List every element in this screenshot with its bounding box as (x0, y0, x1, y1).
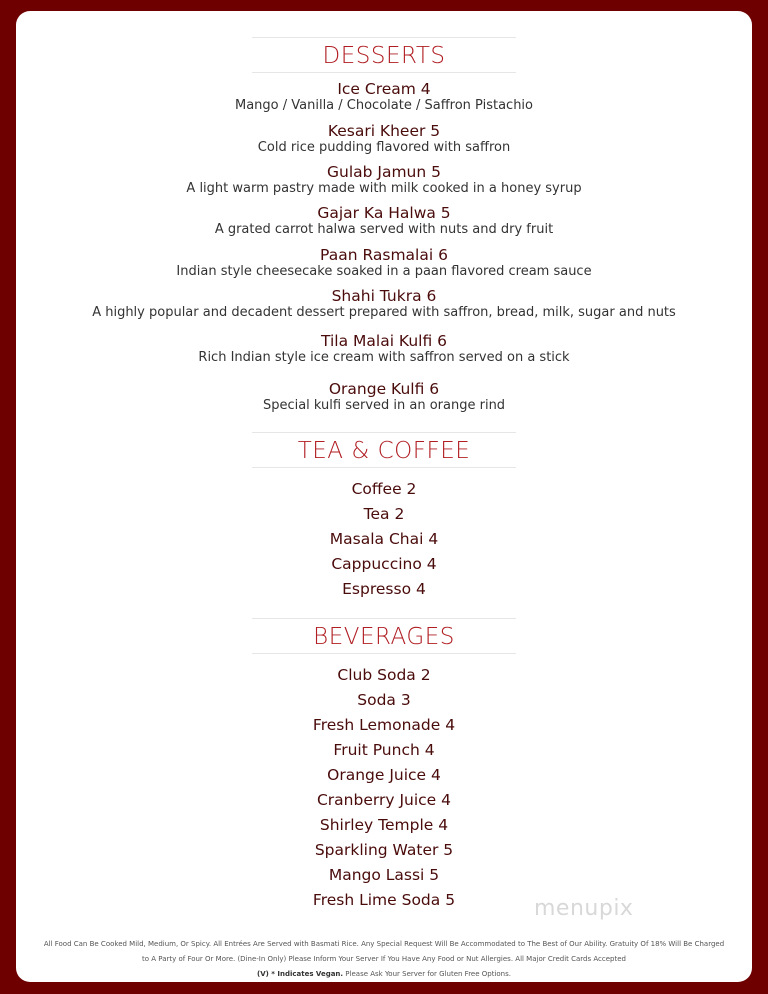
menupix-watermark: menupix (534, 896, 634, 921)
beverage-item: Shirley Temple 4 (319, 816, 449, 834)
tea-coffee-item: Coffee 2 (351, 480, 417, 498)
beverage-item: Fresh Lime Soda 5 (312, 891, 456, 909)
dessert-item (16, 122, 752, 155)
dessert-item (16, 246, 752, 279)
dessert-name: Kesari Kheer 5 (327, 122, 441, 140)
dessert-desc: Indian style cheesecake soaked in a paan flavored cream sauce (176, 264, 592, 279)
beverage-item: Fresh Lemonade 4 (312, 716, 456, 734)
beverage-item: Orange Juice 4 (327, 766, 441, 784)
tea-coffee-item: Masala Chai 4 (329, 530, 439, 548)
footer-line-2: to A Party of Four Or More. (Dine-In Only) Please Inform Your Server If You Have Any Food or Nut Allergies. All Major Credit Cards Accepted (142, 955, 626, 963)
tea-coffee-item: Tea 2 (363, 505, 405, 523)
vegan-note: (V) * Indicates Vegan. (257, 970, 344, 978)
dessert-name: Tila Malai Kulfi 6 (320, 332, 447, 350)
dessert-name: Gulab Jamun 5 (326, 163, 441, 181)
dessert-name: Shahi Tukra 6 (331, 287, 437, 305)
dessert-name: Ice Cream 4 (337, 80, 431, 98)
dessert-name: Paan Rasmalai 6 (320, 246, 448, 264)
dessert-desc: Special kulfi served in an orange rind (262, 398, 506, 413)
tea-coffee-heading: TEA & COFFEE (252, 432, 516, 468)
footer-line-3 (34, 967, 734, 981)
dessert-item (16, 163, 752, 196)
dessert-item (16, 332, 752, 365)
beverage-item: Fruit Punch 4 (333, 741, 435, 759)
desserts-heading: DESSERTS (252, 37, 516, 73)
dessert-item (16, 287, 752, 320)
dessert-desc: A grated carrot halwa served with nuts and dry fruit (214, 222, 554, 237)
footer-line-1: All Food Can Be Cooked Mild, Medium, Or Spicy. All Entrées Are Served with Basmati Rice. Any Special Request Will Be Accommodated to The Best of Our Ability. Gratuity Of 18% Will Be Charged (43, 940, 725, 948)
beverage-item: Sparkling Water 5 (314, 841, 454, 859)
dessert-desc: A highly popular and decadent dessert prepared with saffron, bread, milk, sugar and nuts (92, 305, 676, 320)
dessert-desc: A light warm pastry made with milk cooked in a honey syrup (186, 181, 582, 196)
dessert-item (16, 204, 752, 237)
dessert-name: Orange Kulfi 6 (328, 380, 440, 398)
dessert-desc: Cold rice pudding flavored with saffron (257, 140, 511, 155)
beverage-item: Club Soda 2 (337, 666, 431, 684)
dessert-name: Gajar Ka Halwa 5 (317, 204, 451, 222)
beverage-item: Mango Lassi 5 (328, 866, 440, 884)
gluten-note: Please Ask Your Server for Gluten Free Options. (343, 970, 511, 978)
beverage-item: Cranberry Juice 4 (316, 791, 451, 809)
dessert-desc: Rich Indian style ice cream with saffron served on a stick (198, 350, 570, 365)
beverages-heading: BEVERAGES (252, 618, 516, 654)
tea-coffee-item: Espresso 4 (342, 580, 426, 598)
dessert-item (16, 380, 752, 413)
tea-coffee-item: Cappuccino 4 (331, 555, 437, 573)
beverage-item: Soda 3 (357, 691, 411, 709)
dessert-item (16, 80, 752, 113)
menu-page (16, 11, 752, 982)
dessert-desc: Mango / Vanilla / Chocolate / Saffron Pistachio (234, 98, 533, 113)
